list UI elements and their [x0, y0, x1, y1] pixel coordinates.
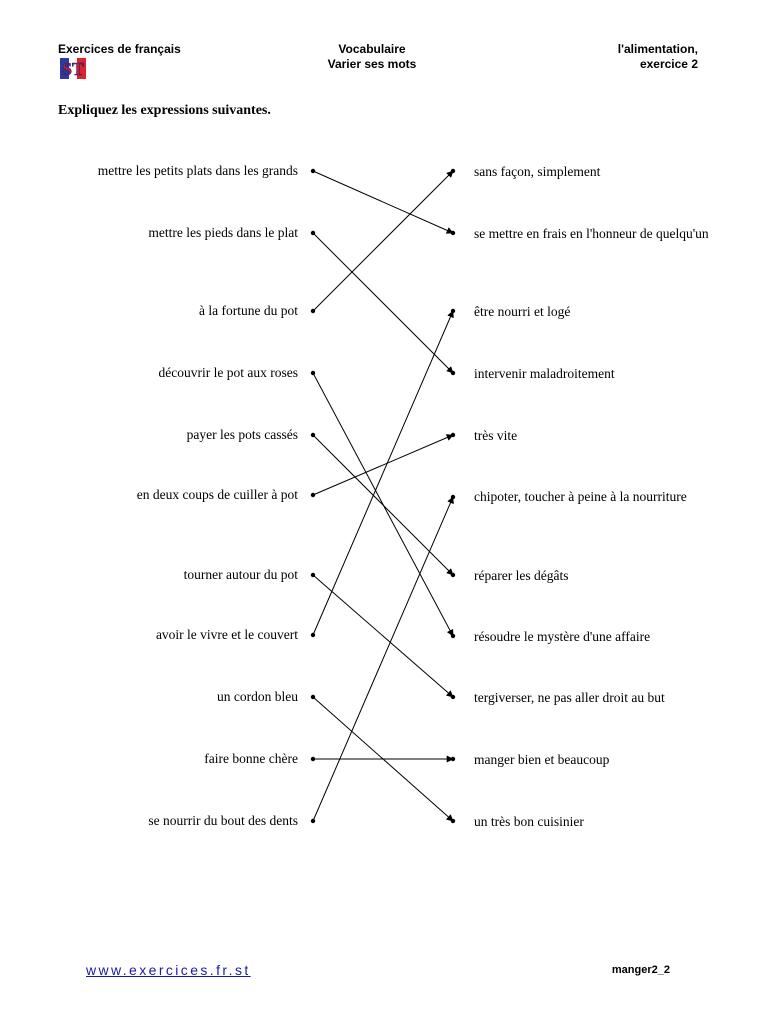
expression-item: se nourrir du bout des dents — [148, 813, 298, 828]
footer-page-code: manger2_2 — [611, 964, 670, 976]
expression-item: mettre les pieds dans le plat — [148, 225, 298, 240]
definition-item: intervenir maladroitement — [474, 366, 615, 381]
definition-item: se mettre en frais en l'honneur de quelqu'un — [474, 226, 709, 241]
match-arrow — [313, 233, 453, 373]
expression-item: découvrir le pot aux roses — [158, 365, 298, 380]
expression-item: tourner autour du pot — [183, 567, 298, 582]
expression-item: faire bonne chère — [204, 751, 298, 766]
expression-item: avoir le vivre et le couvert — [155, 627, 298, 642]
definition-item: sans façon, simplement — [474, 164, 601, 179]
footer-website-link[interactable]: www.exercices.fr.st — [86, 962, 251, 978]
match-arrow — [313, 435, 453, 495]
definition-item: chipoter, toucher à peine à la nourriture — [474, 489, 687, 504]
exercise-instruction: Expliquez les expressions suivantes. — [58, 103, 271, 118]
match-arrow — [313, 171, 453, 233]
expression-item: à la fortune du pot — [199, 303, 298, 318]
definition-item: un très bon cuisinier — [474, 814, 584, 829]
header-topic: Varier ses mots — [327, 57, 417, 71]
definition-item: manger bien et beaucoup — [474, 752, 610, 767]
definition-item: très vite — [474, 428, 518, 443]
expression-item: mettre les petits plats dans les grands — [97, 163, 298, 178]
expression-item: payer les pots cassés — [186, 427, 298, 442]
match-arrow — [313, 575, 453, 697]
header-exercise: exercice 2 — [639, 57, 698, 71]
match-arrow — [313, 435, 453, 575]
definition-item: réparer les dégâts — [474, 568, 569, 583]
match-arrow — [313, 311, 453, 635]
match-arrow — [313, 171, 453, 311]
expression-item: un cordon bleu — [217, 689, 298, 704]
definition-item: être nourri et logé — [474, 304, 571, 319]
definition-item: résoudre le mystère d'une affaire — [474, 629, 651, 644]
header-category: Vocabulaire — [338, 42, 406, 56]
match-arrow — [313, 497, 453, 821]
header-subject: Exercices de français — [58, 42, 181, 56]
header-theme: l'alimentation, — [617, 42, 698, 56]
svg-text:ST: ST — [61, 59, 85, 79]
expression-item: en deux coups de cuiller à pot — [136, 487, 298, 502]
definition-item: tergiverser, ne pas aller droit au but — [474, 690, 665, 705]
